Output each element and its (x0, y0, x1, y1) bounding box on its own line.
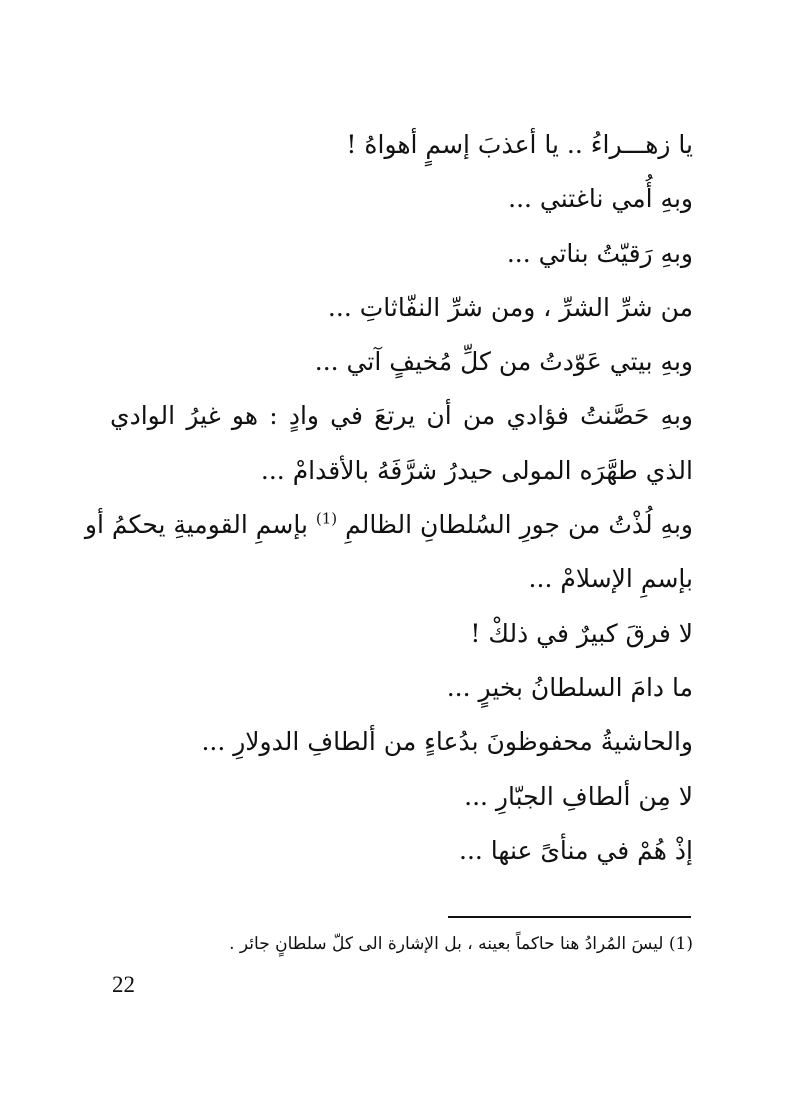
poem-line-6: وبهِ حَصَّنتُ فؤادي من أن يرتعَ في وادٍ : هو غيرُ الوادي (110, 401, 693, 431)
poem-body (84, 118, 693, 878)
footnote-divider (448, 916, 691, 918)
poem-line-2: وبهِ أُمي ناغتني ... (508, 184, 693, 214)
poem-line-3: وبهِ رَقيّتُ بناتي ... (506, 238, 693, 268)
poem-line-14: إذْ هُمْ في منأىً عنها ... (459, 835, 693, 865)
poem-line-11: ما دامَ السلطانُ بخيرٍ ... (446, 672, 693, 702)
poem-line-4: من شرِّ الشرِّ ، ومن شرِّ النفّاثاتِ ... (327, 292, 693, 322)
poem-line-8-end: بإسمِ القوميةِ يحكمُ أو (84, 510, 308, 540)
poem-line-1: يا زهـــراءُ .. يا أعذبَ إسمٍ أهواهُ ! (346, 130, 693, 159)
footnote-reference: (1) (315, 509, 338, 528)
footnote: (1) ليسَ المُرادُ هنا حاكماً بعينه ، بل الإشارة الى كلّ سلطانٍ جائر . (229, 934, 693, 954)
poem-line-9: بإسمِ الإسلامْ ... (528, 564, 693, 594)
poem-line-13: لا مِن ألطافِ الجبّارِ ... (464, 781, 693, 811)
poem-line-5: وبهِ بيتي عَوّدتُ من كلِّ مُخيفٍ آتي ... (314, 347, 693, 377)
page-number: 22 (112, 972, 135, 997)
poem-line-8 (84, 498, 693, 552)
poem-line-12: والحاشيةُ محفوظونَ بدُعاءٍ من ألطافِ الدولارِ ... (201, 727, 693, 757)
poem-line-7: الذي طهَّرَه المولى حيدرُ شرَّفَهُ بالأقدامْ ... (260, 455, 693, 485)
poem-line-10: لا فرقَ كبيرٌ في ذلكْ ! (470, 618, 693, 648)
poem-line-8-start: وبهِ لُذْتُ من جورِ السُلطانِ الظالمِ (345, 510, 693, 540)
